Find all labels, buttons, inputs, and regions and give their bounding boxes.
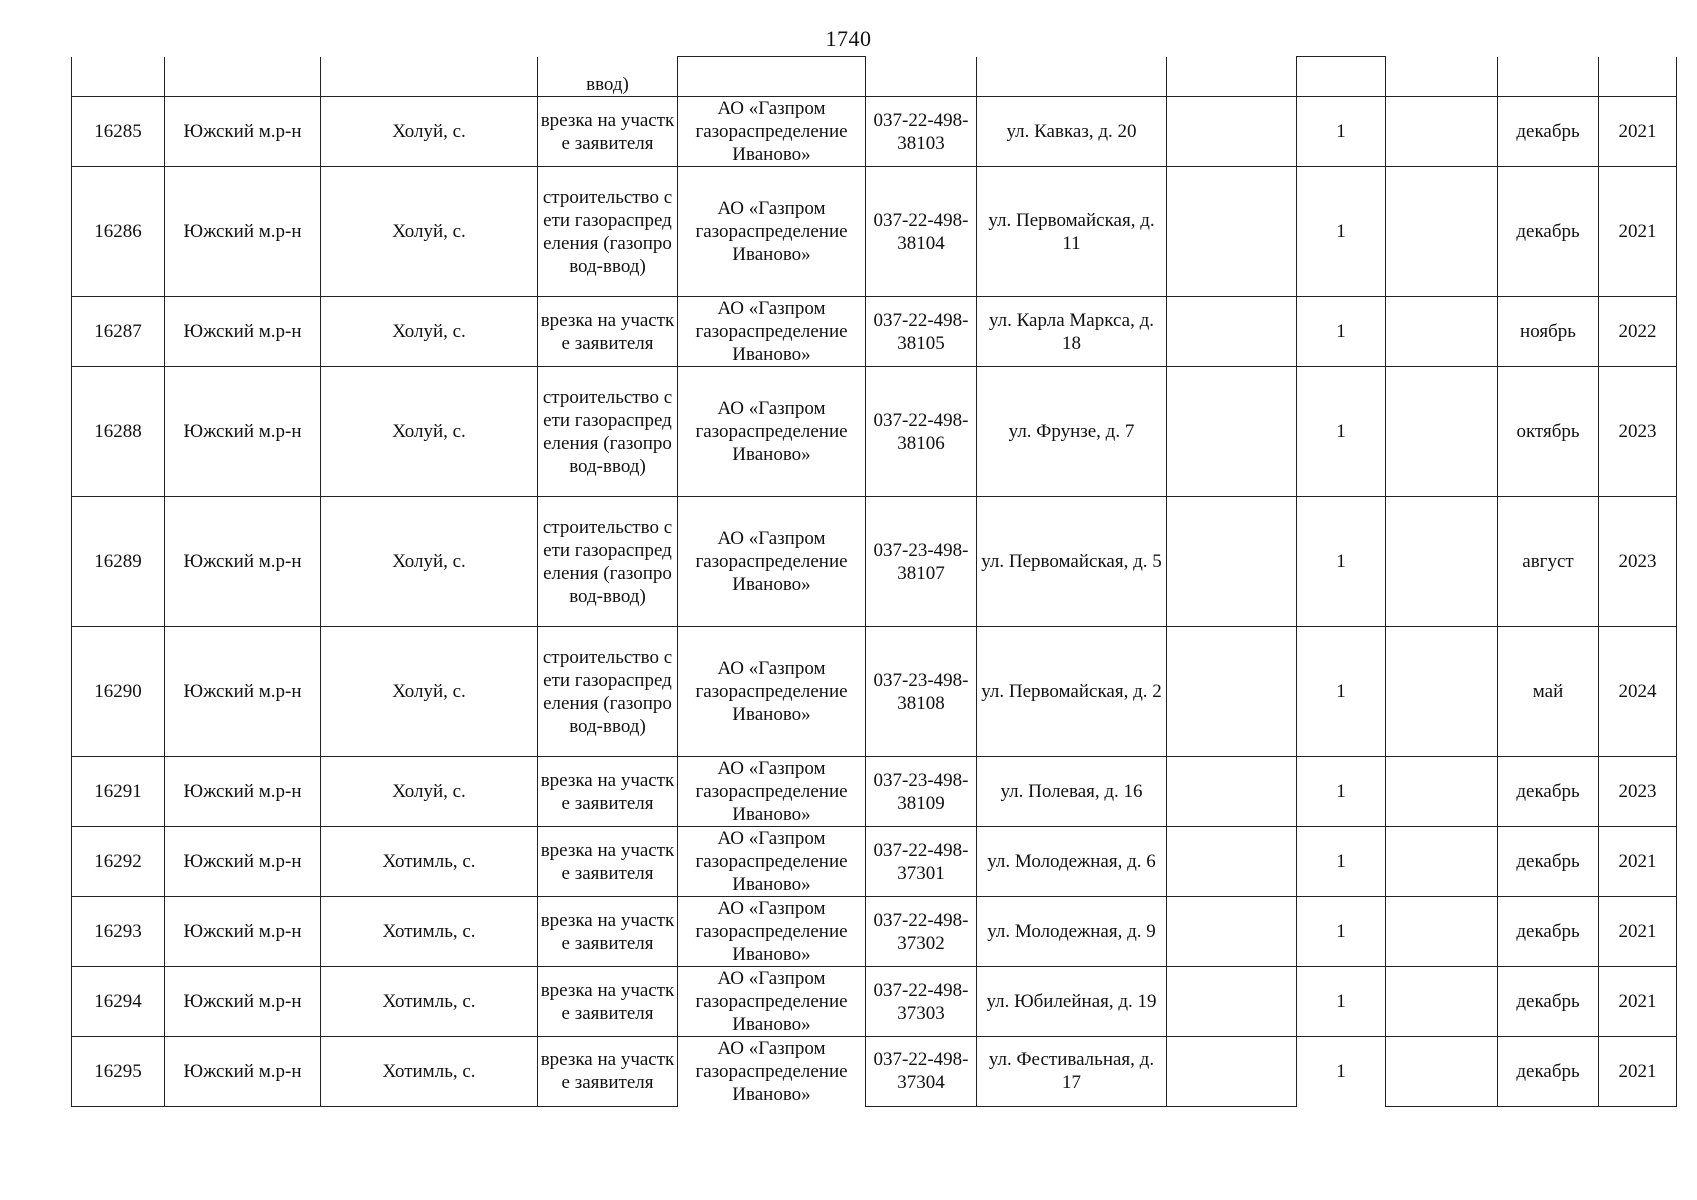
blank-cell: [1386, 757, 1498, 827]
district-cell: Южский м.р-н: [165, 967, 321, 1037]
table-row: [72, 297, 1677, 367]
count-cell: 1: [1297, 97, 1386, 167]
district-cell: Южский м.р-н: [165, 827, 321, 897]
address-cell: ул. Первомайская, д. 5: [977, 497, 1167, 627]
extra-cell: [1167, 1037, 1297, 1107]
month-cell: декабрь: [1498, 897, 1599, 967]
count-cell: 1: [1297, 497, 1386, 627]
extra-cell: [1167, 897, 1297, 967]
continuation-count-cell: [1297, 57, 1386, 97]
month-cell: май: [1498, 627, 1599, 757]
settlement-cell: Холуй, с.: [321, 97, 538, 167]
table-row: [72, 367, 1677, 497]
entry-number-cell: 16295: [72, 1037, 165, 1107]
entry-number-cell: 16291: [72, 757, 165, 827]
district-cell: Южский м.р-н: [165, 367, 321, 497]
object-code-cell: 037-22-498-38105: [866, 297, 977, 367]
work-type-cell: врезка на участке заявителя: [538, 827, 678, 897]
address-cell: ул. Первомайская, д. 11: [977, 167, 1167, 297]
object-code-cell: 037-22-498-37303: [866, 967, 977, 1037]
work-type-cell: строительство сети газораспределения (газопровод-ввод): [538, 627, 678, 757]
continuation-num-cell: [72, 57, 165, 97]
extra-cell: [1167, 167, 1297, 297]
month-cell: декабрь: [1498, 827, 1599, 897]
entry-number-cell: 16286: [72, 167, 165, 297]
settlement-cell: Холуй, с.: [321, 367, 538, 497]
organization-cell: АО «Газпром газораспределение Иваново»: [678, 167, 866, 297]
organization-cell: АО «Газпром газораспределение Иваново»: [678, 97, 866, 167]
continuation-extra-cell: [1167, 57, 1297, 97]
count-cell: 1: [1297, 967, 1386, 1037]
table-row: [72, 897, 1677, 967]
organization-cell: АО «Газпром газораспределение Иваново»: [678, 757, 866, 827]
object-code-cell: 037-22-498-37304: [866, 1037, 977, 1107]
year-cell: 2021: [1599, 967, 1677, 1037]
settlement-cell: Холуй, с.: [321, 297, 538, 367]
continuation-settlement-cell: [321, 57, 538, 97]
organization-cell: АО «Газпром газораспределение Иваново»: [678, 897, 866, 967]
settlement-cell: Хотимль, с.: [321, 967, 538, 1037]
gasification-registry-table: [71, 56, 1677, 1107]
entry-number-cell: 16290: [72, 627, 165, 757]
entry-number-cell: 16287: [72, 297, 165, 367]
object-code-cell: 037-22-498-38103: [866, 97, 977, 167]
extra-cell: [1167, 827, 1297, 897]
object-code-cell: 037-22-498-37302: [866, 897, 977, 967]
count-cell: 1: [1297, 827, 1386, 897]
continuation-month-cell: [1498, 57, 1599, 97]
month-cell: декабрь: [1498, 97, 1599, 167]
object-code-cell: 037-22-498-38104: [866, 167, 977, 297]
extra-cell: [1167, 497, 1297, 627]
blank-cell: [1386, 967, 1498, 1037]
entry-number-cell: 16285: [72, 97, 165, 167]
table-row: [72, 757, 1677, 827]
blank-cell: [1386, 827, 1498, 897]
entry-number-cell: 16292: [72, 827, 165, 897]
month-cell: ноябрь: [1498, 297, 1599, 367]
entry-number-cell: 16288: [72, 367, 165, 497]
continuation-row: [72, 57, 1677, 97]
continuation-work-type-cell: ввод): [538, 57, 678, 97]
continuation-year-cell: [1599, 57, 1677, 97]
extra-cell: [1167, 967, 1297, 1037]
count-cell: 1: [1297, 627, 1386, 757]
blank-cell: [1386, 897, 1498, 967]
month-cell: декабрь: [1498, 757, 1599, 827]
entry-number-cell: 16289: [72, 497, 165, 627]
address-cell: ул. Полевая, д. 16: [977, 757, 1167, 827]
month-cell: декабрь: [1498, 967, 1599, 1037]
work-type-cell: врезка на участке заявителя: [538, 297, 678, 367]
table-row: [72, 967, 1677, 1037]
extra-cell: [1167, 97, 1297, 167]
continuation-blank-cell: [1386, 57, 1498, 97]
month-cell: декабрь: [1498, 1037, 1599, 1107]
year-cell: 2023: [1599, 367, 1677, 497]
count-cell: 1: [1297, 367, 1386, 497]
district-cell: Южский м.р-н: [165, 897, 321, 967]
district-cell: Южский м.р-н: [165, 497, 321, 627]
count-cell: 1: [1297, 297, 1386, 367]
table-row: [72, 497, 1677, 627]
extra-cell: [1167, 757, 1297, 827]
district-cell: Южский м.р-н: [165, 1037, 321, 1107]
blank-cell: [1386, 497, 1498, 627]
year-cell: 2023: [1599, 497, 1677, 627]
blank-cell: [1386, 167, 1498, 297]
continuation-organization-cell: [678, 57, 866, 97]
table-row: [72, 827, 1677, 897]
work-type-cell: строительство сети газораспределения (газопровод-ввод): [538, 167, 678, 297]
extra-cell: [1167, 367, 1297, 497]
month-cell: октябрь: [1498, 367, 1599, 497]
address-cell: ул. Кавказ, д. 20: [977, 97, 1167, 167]
work-type-cell: врезка на участке заявителя: [538, 757, 678, 827]
address-cell: ул. Юбилейная, д. 19: [977, 967, 1167, 1037]
district-cell: Южский м.р-н: [165, 97, 321, 167]
settlement-cell: Хотимль, с.: [321, 897, 538, 967]
work-type-cell: врезка на участке заявителя: [538, 967, 678, 1037]
count-cell: 1: [1297, 757, 1386, 827]
settlement-cell: Хотимль, с.: [321, 827, 538, 897]
year-cell: 2022: [1599, 297, 1677, 367]
blank-cell: [1386, 297, 1498, 367]
district-cell: Южский м.р-н: [165, 627, 321, 757]
object-code-cell: 037-23-498-38107: [866, 497, 977, 627]
district-cell: Южский м.р-н: [165, 757, 321, 827]
extra-cell: [1167, 627, 1297, 757]
district-cell: Южский м.р-н: [165, 297, 321, 367]
work-type-cell: врезка на участке заявителя: [538, 1037, 678, 1107]
object-code-cell: 037-23-498-38108: [866, 627, 977, 757]
count-cell: 1: [1297, 167, 1386, 297]
address-cell: ул. Молодежная, д. 9: [977, 897, 1167, 967]
settlement-cell: Холуй, с.: [321, 627, 538, 757]
table-row: [72, 97, 1677, 167]
address-cell: ул. Фестивальная, д. 17: [977, 1037, 1167, 1107]
organization-cell: АО «Газпром газораспределение Иваново»: [678, 367, 866, 497]
settlement-cell: Холуй, с.: [321, 497, 538, 627]
year-cell: 2021: [1599, 1037, 1677, 1107]
settlement-cell: Холуй, с.: [321, 167, 538, 297]
year-cell: 2021: [1599, 897, 1677, 967]
settlement-cell: Холуй, с.: [321, 757, 538, 827]
blank-cell: [1386, 97, 1498, 167]
year-cell: 2021: [1599, 97, 1677, 167]
blank-cell: [1386, 627, 1498, 757]
year-cell: 2024: [1599, 627, 1677, 757]
year-cell: 2021: [1599, 827, 1677, 897]
table-row: [72, 1037, 1677, 1107]
object-code-cell: 037-22-498-37301: [866, 827, 977, 897]
continuation-district-cell: [165, 57, 321, 97]
organization-cell: АО «Газпром газораспределение Иваново»: [678, 627, 866, 757]
address-cell: ул. Молодежная, д. 6: [977, 827, 1167, 897]
extra-cell: [1167, 297, 1297, 367]
object-code-cell: 037-22-498-38106: [866, 367, 977, 497]
page-number: 1740: [825, 26, 872, 51]
entry-number-cell: 16293: [72, 897, 165, 967]
continuation-address-cell: [977, 57, 1167, 97]
work-type-cell: врезка на участке заявителя: [538, 97, 678, 167]
organization-cell: АО «Газпром газораспределение Иваново»: [678, 297, 866, 367]
settlement-cell: Хотимль, с.: [321, 1037, 538, 1107]
object-code-cell: 037-23-498-38109: [866, 757, 977, 827]
table-row: [72, 627, 1677, 757]
district-cell: Южский м.р-н: [165, 167, 321, 297]
organization-cell: АО «Газпром газораспределение Иваново»: [678, 967, 866, 1037]
address-cell: ул. Первомайская, д. 2: [977, 627, 1167, 757]
address-cell: ул. Фрунзе, д. 7: [977, 367, 1167, 497]
organization-cell: АО «Газпром газораспределение Иваново»: [678, 1037, 866, 1107]
count-cell: 1: [1297, 1037, 1386, 1107]
table-row: [72, 167, 1677, 297]
blank-cell: [1386, 1037, 1498, 1107]
year-cell: 2023: [1599, 757, 1677, 827]
organization-cell: АО «Газпром газораспределение Иваново»: [678, 827, 866, 897]
count-cell: 1: [1297, 897, 1386, 967]
month-cell: декабрь: [1498, 167, 1599, 297]
year-cell: 2021: [1599, 167, 1677, 297]
continuation-code-cell: [866, 57, 977, 97]
address-cell: ул. Карла Маркса, д. 18: [977, 297, 1167, 367]
organization-cell: АО «Газпром газораспределение Иваново»: [678, 497, 866, 627]
blank-cell: [1386, 367, 1498, 497]
work-type-cell: строительство сети газораспределения (газопровод-ввод): [538, 497, 678, 627]
month-cell: август: [1498, 497, 1599, 627]
work-type-cell: строительство сети газораспределения (газопровод-ввод): [538, 367, 678, 497]
work-type-cell: врезка на участке заявителя: [538, 897, 678, 967]
entry-number-cell: 16294: [72, 967, 165, 1037]
